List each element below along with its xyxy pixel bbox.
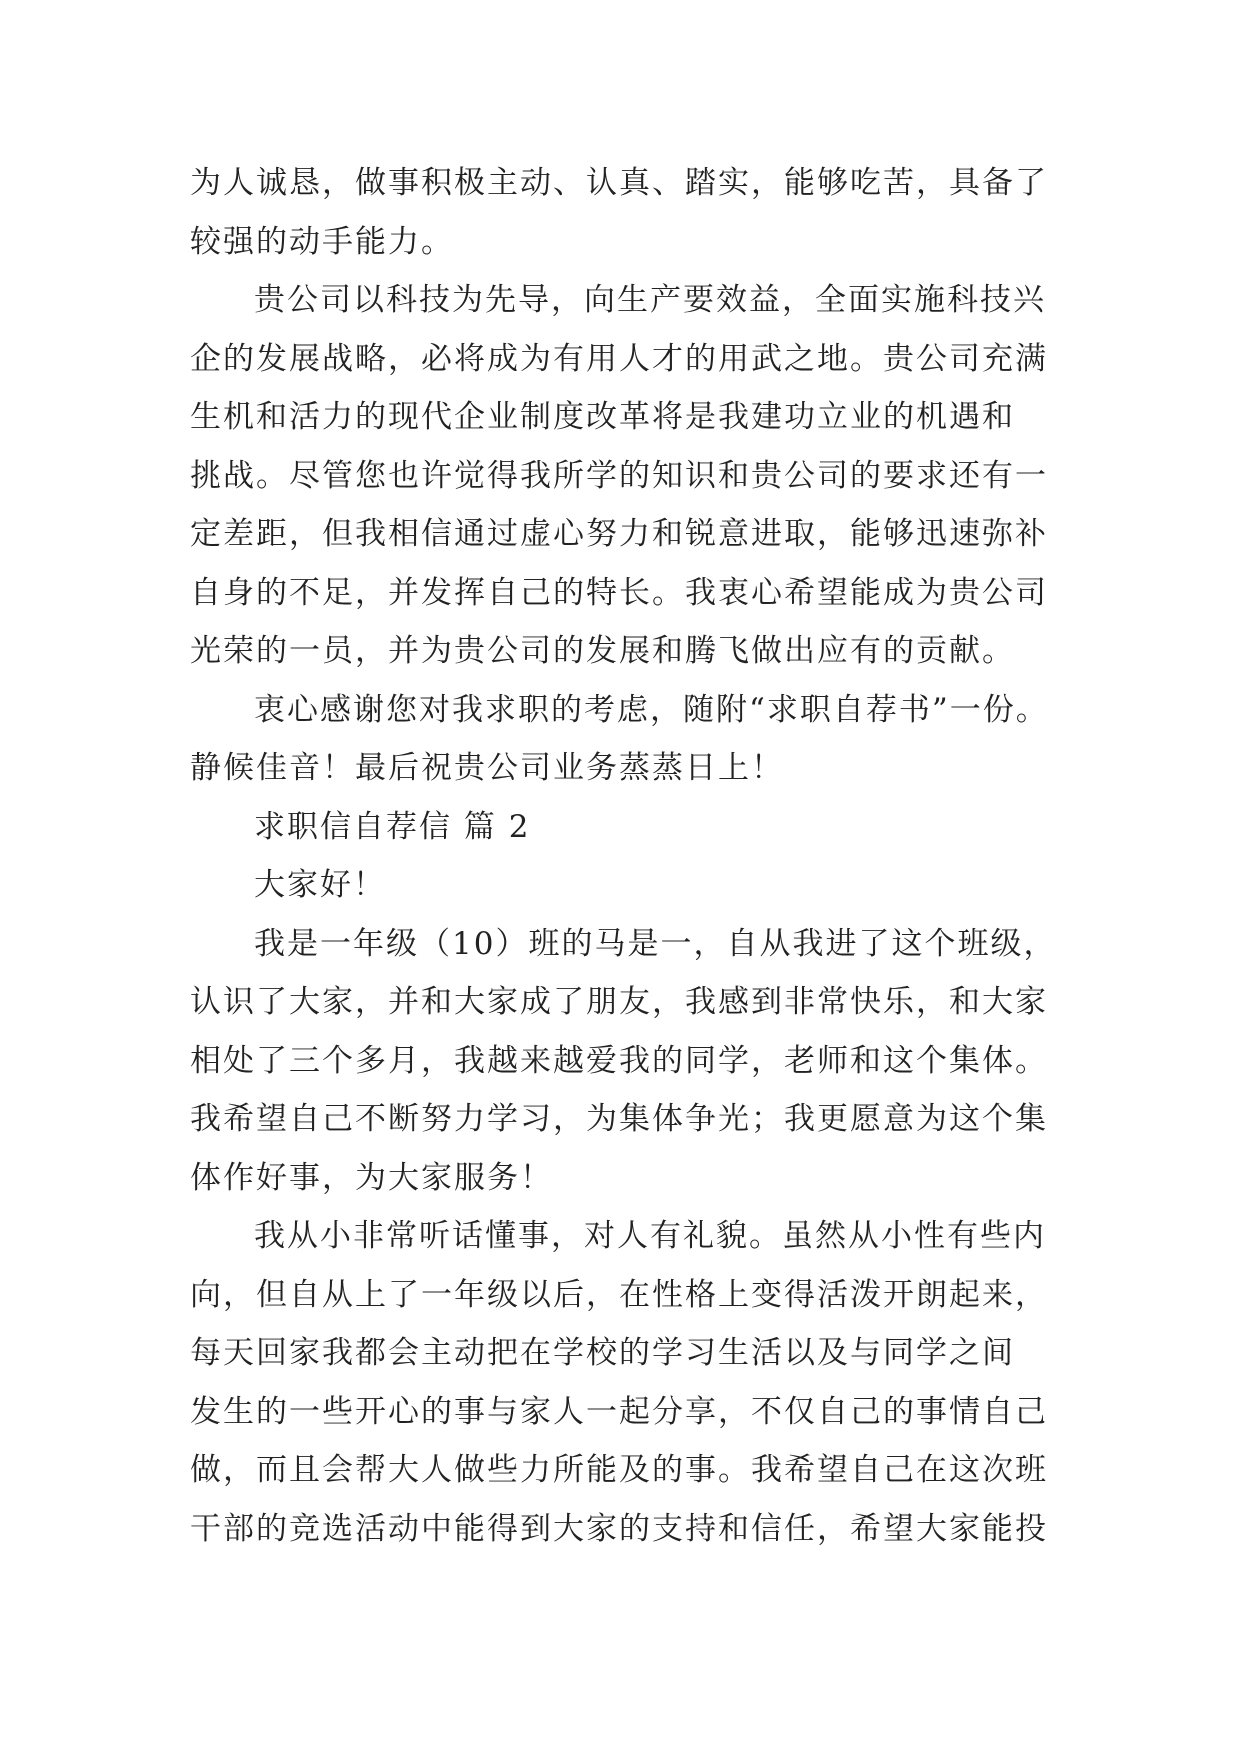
paragraph-line: 我希望自己不断努力学习，为集体争光；我更愿意为这个集 [190,1101,1048,1137]
paragraph-line: 挑战。尽管您也许觉得我所学的知识和贵公司的要求还有一 [190,457,1048,494]
paragraph-line: 光荣的一员，并为贵公司的发展和腾飞做出应有的贡献。 [190,633,1015,669]
paragraph-first-line: 大家好！ [254,867,386,903]
paragraph-line: 较强的动手能力。 [190,223,454,260]
document-body [190,154,1060,1558]
paragraph-first-line: 我从小非常听话懂事，对人有礼貌。虽然从小性有些内 [254,1218,1046,1254]
paragraph-line: 向，但自从上了一年级以后，在性格上变得活泼开朗起来， [190,1276,1048,1313]
paragraph-line: 静候佳音！最后祝贵公司业务蒸蒸日上！ [190,750,784,786]
paragraph-line: 做，而且会帮大人做些力所能及的事。我希望自己在这次班 [190,1452,1048,1488]
paragraph-line: 发生的一些开心的事与家人一起分享，不仅自己的事情自己 [190,1393,1048,1430]
paragraph-first-line: 贵公司以科技为先导，向生产要效益，全面实施科技兴 [254,282,1046,318]
paragraph-line: 体作好事，为大家服务！ [190,1159,553,1196]
paragraph-line: 企的发展战略，必将成为有用人才的用武之地。贵公司充满 [190,340,1048,377]
paragraph-line: 为人诚恳，做事积极主动、认真、踏实，能够吃苦，具备了 [190,165,1048,201]
paragraph-first-line: 求职信自荐信 篇 2 [254,808,531,845]
paragraph-first-line: 衷心感谢您对我求职的考虑，随附“求职自荐书”一份。 [254,691,1049,728]
paragraph-line: 干部的竞选活动中能得到大家的支持和信任，希望大家能投 [190,1510,1048,1547]
paragraph-line: 认识了大家，并和大家成了朋友，我感到非常快乐，和大家 [190,984,1048,1020]
paragraph-first-line: 我是一年级（10）班的马是一，自从我进了这个班级， [254,925,1057,962]
paragraph-line: 生机和活力的现代企业制度改革将是我建功立业的机遇和 [190,399,1015,435]
paragraph-line: 定差距，但我相信通过虚心努力和锐意进取，能够迅速弥补 [190,516,1048,552]
paragraph-line: 每天回家我都会主动把在学校的学习生活以及与同学之间 [190,1335,1015,1371]
paragraph-line: 相处了三个多月，我越来越爱我的同学，老师和这个集体。 [190,1042,1048,1079]
paragraph-line: 自身的不足，并发挥自己的特长。我衷心希望能成为贵公司 [190,574,1048,611]
